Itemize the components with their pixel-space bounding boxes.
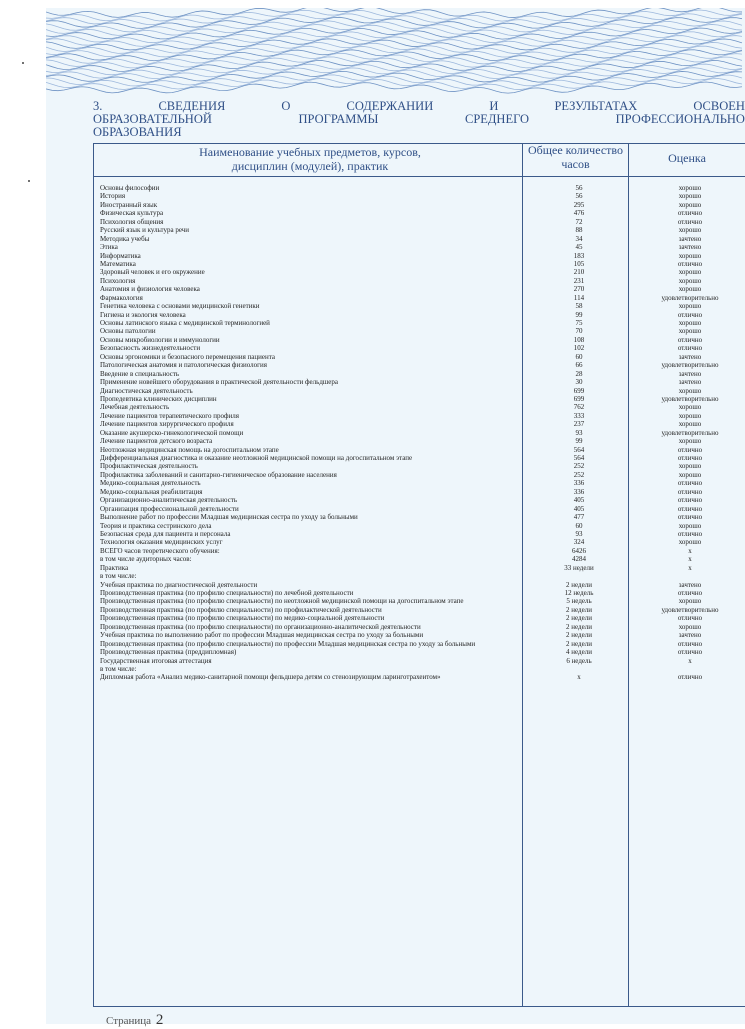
subject-name: Этика xyxy=(100,243,118,252)
subject-name: Основы эргономики и безопасного перемещения пациента xyxy=(100,352,275,361)
subject-hours: 477 xyxy=(573,513,585,522)
table-row xyxy=(100,395,745,403)
subject-grade: отлично xyxy=(677,217,703,226)
subject-grade: отлично xyxy=(677,529,703,538)
table-row xyxy=(100,471,745,479)
subject-name: Учебная практика по диагностической деятельности xyxy=(100,580,258,589)
subject-grade: хорошо xyxy=(678,411,702,420)
subject-name: Основы микробиологии и иммунологии xyxy=(100,335,220,344)
table-row xyxy=(100,327,745,335)
heading-word: 3. xyxy=(93,100,103,113)
subject-grade: хорошо xyxy=(678,226,702,235)
table-row xyxy=(100,640,745,648)
subject-hours: 30 xyxy=(575,378,583,387)
subject-grade: зачтено xyxy=(678,234,702,243)
subject-grade: отлично xyxy=(677,513,703,522)
subject-grade: хорошо xyxy=(678,462,702,471)
column-header-grade: Оценка xyxy=(668,151,706,165)
subject-name: Основы философии xyxy=(100,184,160,192)
table-row xyxy=(100,218,745,226)
column-header-hours: Общее количество часов xyxy=(528,143,623,171)
subject-name: Патологическая анатомия и патологическая физиология xyxy=(100,361,267,370)
subject-name: Методика учебы xyxy=(100,234,150,243)
subject-grade: отлично xyxy=(677,454,703,462)
subject-name: Основы латинского языка с медицинской терминологией xyxy=(100,319,270,327)
subject-grade: отлично xyxy=(677,259,703,268)
subject-hours: 270 xyxy=(573,285,585,294)
subject-grade: отлично xyxy=(677,673,703,682)
subject-hours: 34 xyxy=(575,234,583,243)
guilloche-wave xyxy=(46,78,742,89)
table-row xyxy=(100,513,745,521)
subject-hours: 2 недели xyxy=(566,639,592,648)
table-row xyxy=(100,294,745,302)
heading-word: СРЕДНЕГО xyxy=(464,112,530,126)
subject-hours: 336 xyxy=(573,479,585,488)
heading-word: СВЕДЕНИЯ xyxy=(158,100,226,113)
subject-grade: удовлетворительно xyxy=(661,394,719,403)
subject-name: Неотложная медицинская помощь на догоспитальном этапе xyxy=(100,445,279,454)
table-row xyxy=(100,285,745,293)
subject-grade: x xyxy=(688,656,692,665)
subject-grade: отлично xyxy=(677,589,703,597)
subject-hours: 33 недели xyxy=(564,563,594,572)
subject-name: в том числе: xyxy=(100,664,137,673)
subject-grade: хорошо xyxy=(678,276,702,285)
subject-name: Организация профессиональной деятельности xyxy=(100,504,239,513)
subject-hours: 56 xyxy=(575,192,583,201)
table-row xyxy=(100,547,745,555)
subject-name: Практика xyxy=(100,563,129,572)
subject-hours: 564 xyxy=(573,445,585,454)
subject-name: Психология xyxy=(100,276,136,285)
subject-hours: 6426 xyxy=(572,546,586,555)
subject-grade: хорошо xyxy=(678,285,702,294)
subject-grade: удовлетворительно xyxy=(661,428,719,437)
subject-name: Оказание акушерско-гинекологической помощи xyxy=(100,428,244,437)
subject-name: Иностранный язык xyxy=(100,200,158,209)
subject-hours: 45 xyxy=(575,243,583,252)
subject-name: Физическая культура xyxy=(100,209,164,218)
subject-name: Гигиена и экология человека xyxy=(100,310,186,319)
section-heading-line-2 xyxy=(93,113,745,126)
subject-name: Генетика человека с основами медицинской генетики xyxy=(100,302,260,311)
table-row xyxy=(100,657,745,665)
subject-grade: хорошо xyxy=(678,327,702,336)
subject-hours: 6 недель xyxy=(566,656,592,665)
subject-name: Безопасность жизнедеятельности xyxy=(100,344,201,353)
subject-name: Производственная практика (по профилю специальности) по медико-социальной деятельности xyxy=(100,614,385,623)
subject-hours: 60 xyxy=(575,521,583,530)
subject-name: Диагностическая деятельность xyxy=(100,386,193,395)
table-row xyxy=(100,462,745,470)
table-row xyxy=(100,597,745,605)
subject-name: Производственная практика (по профилю специальности) по профилактической деятельности xyxy=(100,605,382,614)
subject-name: Анатомия и физиология человека xyxy=(100,285,200,294)
subject-hours: 295 xyxy=(573,200,585,209)
subject-grade: хорошо xyxy=(678,597,702,606)
subject-grade: отлично xyxy=(677,639,703,648)
subject-grade: хорошо xyxy=(678,420,702,429)
subject-grade: зачтено xyxy=(678,631,702,640)
heading-word: ПРОГРАММЫ xyxy=(298,112,379,126)
subject-name: Здоровый человек и его окружение xyxy=(100,268,205,277)
subject-hours: 4 недели xyxy=(566,648,592,657)
subject-hours: 405 xyxy=(573,496,585,505)
table-row xyxy=(100,412,745,420)
subject-grade: отлично xyxy=(677,479,703,488)
subject-name: Дифференциальная диагностика и оказание неотложной медицинской помощи на догоспитальном этапе xyxy=(100,454,413,462)
subject-grade: зачтено xyxy=(678,580,702,589)
subject-hours: 88 xyxy=(575,226,583,235)
table-row xyxy=(100,581,745,589)
subject-grade: зачтено xyxy=(678,369,702,378)
subject-name: Теория и практика сестринского дела xyxy=(100,521,212,530)
section-heading xyxy=(93,100,745,139)
subject-grade: хорошо xyxy=(678,622,702,631)
subject-name: Психология общения xyxy=(100,217,164,226)
page-footer xyxy=(106,1012,163,1029)
table-row xyxy=(100,437,745,445)
subject-hours: 183 xyxy=(573,251,585,260)
subject-name: Фармакология xyxy=(100,293,143,302)
subject-hours: x xyxy=(577,673,581,682)
subject-hours: 56 xyxy=(575,184,583,192)
subject-name: Производственная практика (по профилю специальности) по лечебной деятельности xyxy=(100,589,354,597)
table-row xyxy=(100,479,745,487)
header-rule xyxy=(93,176,745,177)
subject-name: Производственная практика (по профилю специальности) по организационно-аналитической деятельности xyxy=(100,622,421,631)
subject-hours: 28 xyxy=(575,369,583,378)
table-row xyxy=(100,530,745,538)
subject-hours: 2 недели xyxy=(566,622,592,631)
subject-grade: хорошо xyxy=(678,200,702,209)
subject-grade: отлично xyxy=(677,445,703,454)
subject-name: Введение в специальность xyxy=(100,369,180,378)
subject-name: Медико-социальная реабилитация xyxy=(100,487,203,496)
subject-grade: отлично xyxy=(677,648,703,657)
table-row xyxy=(100,361,745,369)
table-row xyxy=(100,209,745,217)
table-row xyxy=(100,420,745,428)
subject-name: в том числе: xyxy=(100,572,137,581)
subject-hours: 2 недели xyxy=(566,580,592,589)
subject-name: Профилактическая деятельность xyxy=(100,462,198,471)
heading-word: ОБРАЗОВАНИЯ xyxy=(93,125,182,139)
table-row xyxy=(100,260,745,268)
subject-grade: отлично xyxy=(677,504,703,513)
table-row xyxy=(100,344,745,352)
table-row xyxy=(100,192,745,200)
table-row xyxy=(100,538,745,546)
subject-hours: 66 xyxy=(575,361,583,370)
subject-name: Пропедевтика клинических дисциплин xyxy=(100,394,217,403)
subject-name: Медико-социальная деятельность xyxy=(100,479,201,488)
subject-name: Учебная практика по выполнению работ по профессии Младшая медицинская сестра по уходу за больными xyxy=(100,631,424,640)
subject-grade: хорошо xyxy=(678,538,702,547)
subject-grade: отлично xyxy=(677,310,703,319)
subject-name: Основы патологии xyxy=(100,327,156,336)
table-row xyxy=(100,403,745,411)
subject-grade: удовлетворительно xyxy=(661,293,719,302)
table-row xyxy=(100,665,745,673)
subject-hours: 4284 xyxy=(572,555,586,564)
table-row xyxy=(100,353,745,361)
subject-grade: отлично xyxy=(677,344,703,353)
subject-hours: 2 недели xyxy=(566,614,592,623)
subject-name: Лечебная деятельность xyxy=(100,403,170,412)
subject-hours: 324 xyxy=(573,538,585,547)
subject-hours: 102 xyxy=(573,344,585,353)
heading-word: СОДЕРЖАНИИ xyxy=(346,100,434,113)
subject-name: История xyxy=(100,192,126,201)
subject-hours: 564 xyxy=(573,454,585,462)
table-row xyxy=(100,268,745,276)
subject-name: Математика xyxy=(100,259,136,268)
subject-hours: 231 xyxy=(573,276,585,285)
subject-name: Дипломная работа «Анализ медико-санитарной помощи фельдшера детям со стенозирующим ларинготрахеитом» xyxy=(100,673,441,682)
heading-word: ОБРАЗОВАТЕЛЬНОЙ xyxy=(93,112,212,126)
subject-grade: хорошо xyxy=(678,268,702,277)
subject-grade: отлично xyxy=(677,487,703,496)
subject-hours: 762 xyxy=(573,403,585,412)
guilloche-background-pattern xyxy=(46,8,745,108)
table-row xyxy=(100,488,745,496)
subject-grade: хорошо xyxy=(678,302,702,311)
table-row xyxy=(100,614,745,622)
table-row xyxy=(100,226,745,234)
table-row xyxy=(100,235,745,243)
subject-hours: 699 xyxy=(573,394,585,403)
subject-grade: хорошо xyxy=(678,192,702,201)
page-label: Страница xyxy=(106,1015,152,1027)
table-row xyxy=(100,387,745,395)
subject-name: Применение новейшего оборудования в практической деятельности фельдшера xyxy=(100,378,339,387)
subject-grade: хорошо xyxy=(678,403,702,412)
subject-name: Производственная практика (по профилю специальности) по неотложной медицинской помощи на догоспитальном этапе xyxy=(100,597,464,606)
table-row xyxy=(100,606,745,614)
table-row xyxy=(100,252,745,260)
heading-word: ОСВОЕН xyxy=(693,100,745,113)
table-row xyxy=(100,378,745,386)
subject-hours: 60 xyxy=(575,352,583,361)
subject-grade: отлично xyxy=(677,335,703,344)
subject-name: Лечение пациентов терапевтического профиля xyxy=(100,411,239,420)
subject-name: Производственная практика (по профилю специальности) по профессии Младшая медицинская сестра по уходу за больными xyxy=(100,639,476,648)
subject-name: в том числе аудиторных часов: xyxy=(100,555,192,564)
table-row xyxy=(100,496,745,504)
subject-hours: 252 xyxy=(573,470,585,479)
subject-hours: 210 xyxy=(573,268,585,277)
table-row xyxy=(100,446,745,454)
table-row xyxy=(100,564,745,572)
subject-hours: 108 xyxy=(573,335,585,344)
subject-grade: отлично xyxy=(677,209,703,218)
subject-name: Русский язык и культура речи xyxy=(100,226,190,235)
subject-grade: x xyxy=(688,563,692,572)
subject-hours: 5 недель xyxy=(566,597,592,606)
subject-hours: 2 недели xyxy=(566,631,592,640)
subject-hours: 336 xyxy=(573,487,585,496)
subject-grade: хорошо xyxy=(678,437,702,446)
subject-grade: хорошо xyxy=(678,470,702,479)
heading-word: О xyxy=(281,100,291,113)
subject-grade: отлично xyxy=(677,496,703,505)
subject-grade: удовлетворительно xyxy=(661,361,719,370)
page-number: 2 xyxy=(155,1012,164,1028)
subject-hours: 75 xyxy=(575,319,583,327)
subject-grade: зачтено xyxy=(678,352,702,361)
table-row xyxy=(100,589,745,597)
subject-hours: 58 xyxy=(575,302,583,311)
subject-hours: 12 недель xyxy=(564,589,594,597)
table-row xyxy=(100,336,745,344)
table-row xyxy=(100,277,745,285)
scan-speck xyxy=(22,62,24,64)
subject-hours: 99 xyxy=(575,437,583,446)
table-row xyxy=(100,243,745,251)
subject-grade: хорошо xyxy=(678,521,702,530)
section-heading-line-3 xyxy=(93,126,745,139)
subject-name: Выполнение работ по профессии Младшая медицинская сестра по уходу за больными xyxy=(100,513,358,522)
subject-grade: зачтено xyxy=(678,378,702,387)
subject-name: Профилактика заболеваний и санитарно-гигиеническое образование населения xyxy=(100,470,337,479)
table-row xyxy=(100,505,745,513)
subject-grade: хорошо xyxy=(678,319,702,327)
subject-name: Организационно-аналитическая деятельность xyxy=(100,496,238,505)
table-row xyxy=(100,631,745,639)
subject-hours: 93 xyxy=(575,428,583,437)
subject-hours: 99 xyxy=(575,310,583,319)
scan-speck xyxy=(28,180,30,182)
results-table-body xyxy=(100,184,745,682)
table-row xyxy=(100,302,745,310)
heading-word: ПРОФЕССИОНАЛЬНО xyxy=(615,112,745,126)
column-header-name: Наименование учебных предметов, курсов, дисциплин (модулей), практик xyxy=(199,145,421,173)
subject-name: Лечение пациентов хирургического профиля xyxy=(100,420,234,429)
table-row xyxy=(100,429,745,437)
subject-grade: x xyxy=(688,546,692,555)
subject-name: Информатика xyxy=(100,251,141,260)
subject-grade: зачтено xyxy=(678,243,702,252)
table-row xyxy=(100,319,745,327)
table-row xyxy=(100,522,745,530)
subject-name: Государственная итоговая аттестация xyxy=(100,656,212,665)
table-row xyxy=(100,572,745,580)
subject-hours: 93 xyxy=(575,529,583,538)
subject-name: ВСЕГО часов теоретического обучения: xyxy=(100,546,220,555)
table-row xyxy=(100,673,745,681)
table-row xyxy=(100,623,745,631)
table-row xyxy=(100,555,745,563)
subject-hours: 72 xyxy=(575,217,583,226)
heading-word: РЕЗУЛЬТАТАХ xyxy=(554,100,638,113)
heading-word: И xyxy=(489,100,499,113)
table-row xyxy=(100,184,745,192)
table-row xyxy=(100,201,745,209)
subject-hours: 70 xyxy=(575,327,583,336)
subject-hours: 699 xyxy=(573,386,585,395)
subject-hours: 333 xyxy=(573,411,585,420)
subject-grade: удовлетворительно xyxy=(661,605,719,614)
table-row xyxy=(100,370,745,378)
subject-grade: x xyxy=(688,555,692,564)
subject-grade: хорошо xyxy=(678,184,702,192)
subject-grade: отлично xyxy=(677,614,703,623)
table-row xyxy=(100,311,745,319)
table-row xyxy=(100,648,745,656)
subject-grade: хорошо xyxy=(678,386,702,395)
subject-hours: 2 недели xyxy=(566,605,592,614)
subject-hours: 237 xyxy=(573,420,585,429)
subject-hours: 252 xyxy=(573,462,585,471)
subject-hours: 405 xyxy=(573,504,585,513)
subject-name: Безопасная среда для пациента и персонала xyxy=(100,529,231,538)
subject-name: Производственная практика (преддипломная) xyxy=(100,648,237,657)
subject-name: Технология оказания медицинских услуг xyxy=(100,538,223,547)
subject-hours: 114 xyxy=(573,293,585,302)
subject-name: Лечение пациентов детского возраста xyxy=(100,437,213,446)
subject-grade: хорошо xyxy=(678,251,702,260)
subject-hours: 105 xyxy=(573,259,585,268)
table-row xyxy=(100,454,745,462)
subject-hours: 476 xyxy=(573,209,585,218)
